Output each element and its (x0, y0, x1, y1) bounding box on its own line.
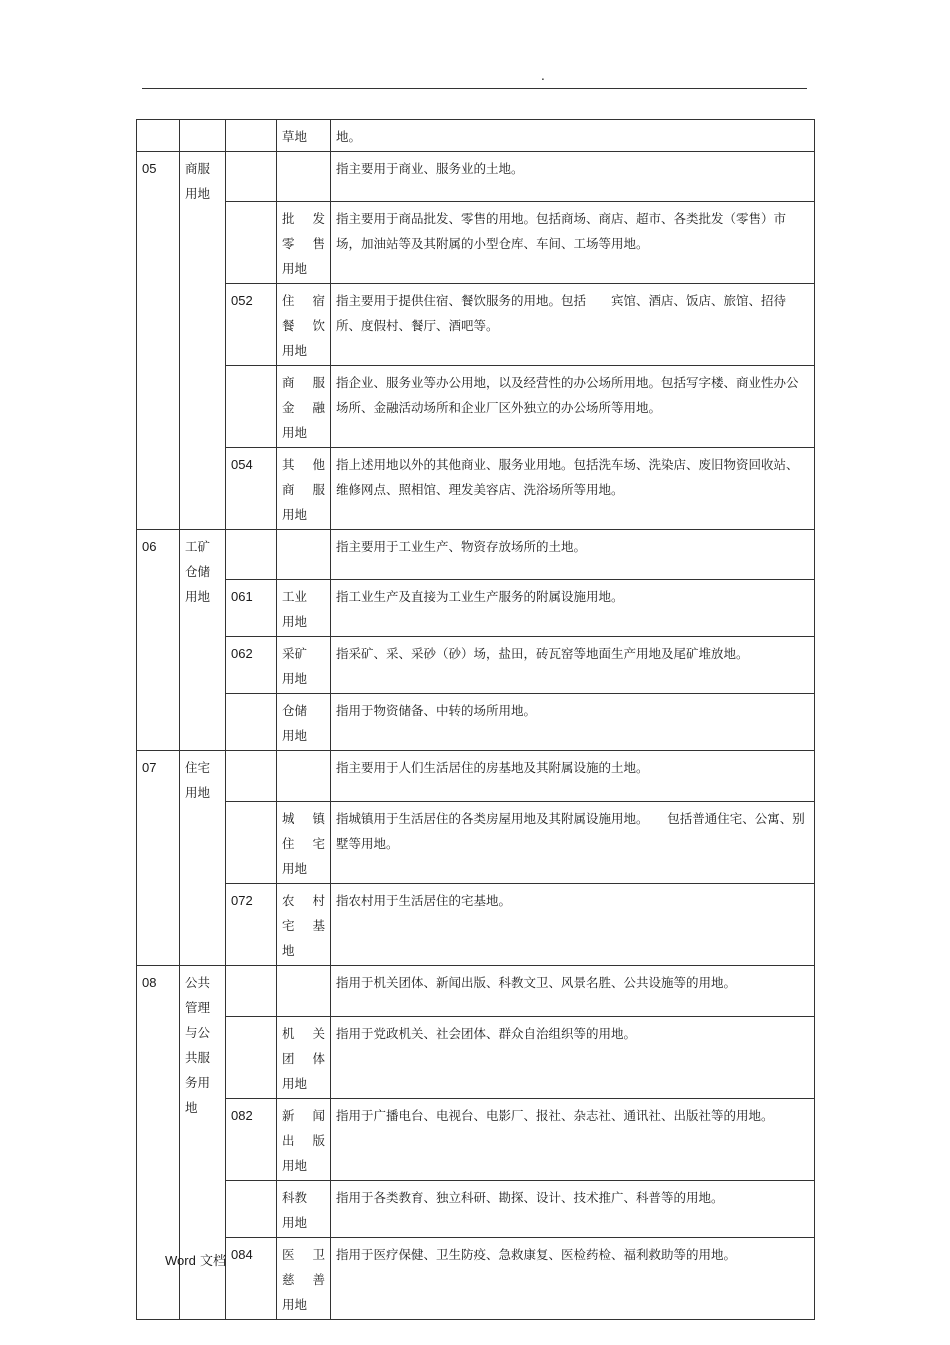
class2-name-cell (277, 751, 331, 802)
class2-name: 批发 零售 用地 (282, 211, 325, 276)
description-cell: 指用于党政机关、社会团体、群众自治组织等的用地。 (331, 1017, 815, 1099)
table-row (137, 1181, 815, 1238)
class2-name-cell (277, 1099, 331, 1181)
class2-code-cell: 062 (226, 637, 277, 694)
class2-name: 仓储 用地 (282, 703, 308, 743)
description-cell: 指用于物资储备、中转的场所用地。 (331, 694, 815, 751)
table-row (137, 802, 815, 884)
table-row (137, 530, 815, 580)
class2-name: 农村 宅基 地 (282, 893, 325, 958)
class2-code-cell (226, 966, 277, 1017)
class2-code-cell: 082 (226, 1099, 277, 1181)
description-cell: 指主要用于商品批发、零售的用地。包括商场、商店、超市、各类批发（零售）市场，加油站等及其附属的小型仓库、车间、工场等用地。 (331, 202, 815, 284)
class1-code-cell: 05 (137, 152, 180, 530)
description-cell: 指城镇用于生活居住的各类房屋用地及其附属设施用地。 包括普通住宅、公寓、别墅等用地。 (331, 802, 815, 884)
class2-code-cell (226, 802, 277, 884)
class1-name-cell: 商服用地 (180, 152, 226, 530)
description-cell: 指主要用于人们生活居住的房基地及其附属设施的土地。 (331, 751, 815, 802)
class1-code-cell (137, 120, 180, 152)
footer-doc: 文档 (199, 1254, 226, 1269)
class2-name-cell (277, 884, 331, 966)
class2-code-cell (226, 530, 277, 580)
class2-code-cell (226, 751, 277, 802)
description-cell: 指农村用于生活居住的宅基地。 (331, 884, 815, 966)
class2-code-cell: 054 (226, 448, 277, 530)
class2-name: 城镇 住宅 用地 (282, 811, 325, 876)
class1-name-cell: 工矿仓储用地 (180, 530, 226, 751)
table-row (137, 580, 815, 637)
table-row (137, 694, 815, 751)
class2-code-cell: 072 (226, 884, 277, 966)
table-row (137, 152, 815, 202)
page-footer (165, 1250, 226, 1269)
header-dot: . (541, 69, 545, 83)
description-cell: 指用于机关团体、新闻出版、科教文卫、风景名胜、公共设施等的用地。 (331, 966, 815, 1017)
class1-code-cell: 08 (137, 966, 180, 1320)
class2-name: 新闻 出版 用地 (282, 1108, 325, 1173)
class1-name-cell: 公共管理与公共服务用地 (180, 966, 226, 1320)
class2-name: 商服 金融 用地 (282, 375, 325, 440)
class2-name-cell (277, 120, 331, 152)
class2-name-cell (277, 202, 331, 284)
description-cell: 指采矿、采、采砂（砂）场，盐田，砖瓦窑等地面生产用地及尾矿堆放地。 (331, 637, 815, 694)
class2-name-cell (277, 284, 331, 366)
table-row (137, 120, 815, 152)
description-cell: 指上述用地以外的其他商业、服务业用地。包括洗车场、洗染店、废旧物资回收站、维修网点、照相馆、理发美容店、洗浴场所等用地。 (331, 448, 815, 530)
table-row (137, 751, 815, 802)
class2-name-cell (277, 637, 331, 694)
class2-code-cell (226, 1181, 277, 1238)
class1-name-cell (180, 120, 226, 152)
table-row (137, 1017, 815, 1099)
class2-code-cell: 061 (226, 580, 277, 637)
table-row (137, 1099, 815, 1181)
class2-name-cell (277, 1017, 331, 1099)
class2-name-cell (277, 966, 331, 1017)
table-row (137, 966, 815, 1017)
class2-name: 草地 (282, 129, 308, 144)
description-cell: 指用于医疗保健、卫生防疫、急救康复、医检药检、福利救助等的用地。 (331, 1238, 815, 1320)
table-row (137, 884, 815, 966)
table-body (137, 120, 815, 1320)
class2-name-cell (277, 580, 331, 637)
class2-code-cell (226, 120, 277, 152)
class2-name: 住宿 餐饮 用地 (282, 293, 325, 358)
description-cell: 指企业、服务业等办公用地，以及经营性的办公场所用地。包括写字楼、商业性办公场所、金融活动场所和企业厂区外独立的办公场所等用地。 (331, 366, 815, 448)
class2-name: 采矿 用地 (282, 646, 308, 686)
description-cell: 指主要用于提供住宿、餐饮服务的用地。包括 宾馆、酒店、饭店、旅馆、招待所、度假村、餐厅、酒吧等。 (331, 284, 815, 366)
class1-code-cell: 06 (137, 530, 180, 751)
class2-code-cell (226, 366, 277, 448)
header-rule (142, 88, 807, 89)
table-row (137, 1238, 815, 1320)
footer-word: Word (165, 1253, 196, 1268)
class2-name-cell (277, 694, 331, 751)
class2-code-cell: 084 (226, 1238, 277, 1320)
table-row (137, 284, 815, 366)
class2-name: 工业 用地 (282, 589, 308, 629)
class2-code-cell (226, 1017, 277, 1099)
class2-code-cell: 052 (226, 284, 277, 366)
table-row (137, 366, 815, 448)
land-classification-table (136, 119, 815, 1320)
class2-name-cell (277, 530, 331, 580)
class1-code-cell: 07 (137, 751, 180, 966)
description-cell: 指用于各类教育、独立科研、勘探、设计、技术推广、科普等的用地。 (331, 1181, 815, 1238)
description-cell: 指主要用于商业、服务业的土地。 (331, 152, 815, 202)
class2-name-cell (277, 152, 331, 202)
class2-code-cell (226, 152, 277, 202)
table-row (137, 448, 815, 530)
class2-name-cell (277, 1238, 331, 1320)
class1-name-cell: 住宅用地 (180, 751, 226, 966)
class2-name-cell (277, 366, 331, 448)
description-cell: 地。 (331, 120, 815, 152)
description-cell: 指工业生产及直接为工业生产服务的附属设施用地。 (331, 580, 815, 637)
class2-name: 其他 商服 用地 (282, 457, 325, 522)
table-row (137, 637, 815, 694)
class2-name-cell (277, 448, 331, 530)
description-cell: 指用于广播电台、电视台、电影厂、报社、杂志社、通讯社、出版社等的用地。 (331, 1099, 815, 1181)
table-row (137, 202, 815, 284)
class2-code-cell (226, 202, 277, 284)
description-cell: 指主要用于工业生产、物资存放场所的土地。 (331, 530, 815, 580)
class2-name: 机关 团体 用地 (282, 1026, 325, 1091)
class2-name-cell (277, 802, 331, 884)
class2-code-cell (226, 694, 277, 751)
class2-name: 科教 用地 (282, 1190, 308, 1230)
class2-name: 医卫 慈善 用地 (282, 1247, 325, 1312)
class2-name-cell (277, 1181, 331, 1238)
